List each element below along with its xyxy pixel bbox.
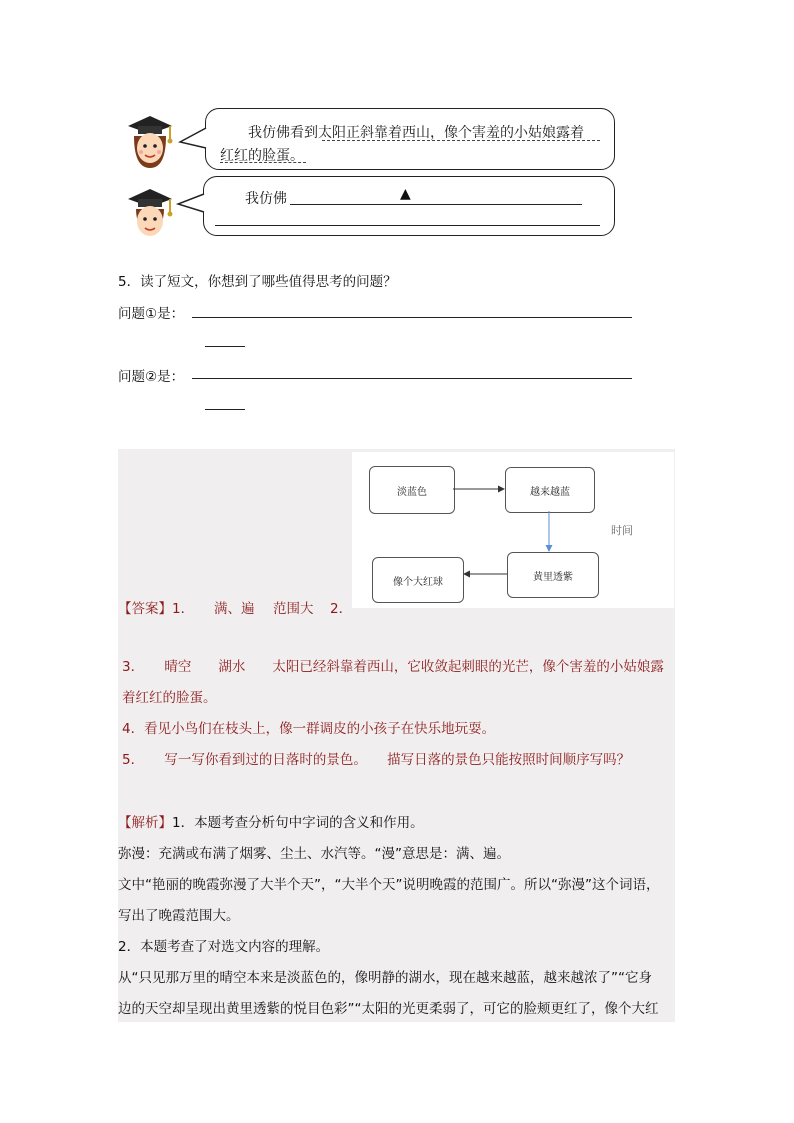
flowchart-box-1: 淡蓝色 (369, 466, 455, 514)
flowchart-time-label: 时间 (611, 524, 633, 537)
answer-line[interactable] (290, 204, 582, 205)
answer-line[interactable] (215, 225, 600, 226)
question-2-answer-line-2[interactable] (205, 409, 245, 410)
answer-4: 4．看见小鸟们在枝头上，像一群调皮的小孩子在快乐地玩耍。 (122, 721, 496, 737)
answer-1-number: 1． (172, 601, 195, 617)
answer-tag: 【答案】 (118, 601, 172, 617)
bubble-tail-1 (178, 124, 208, 154)
analysis-line-1: 1．本题考查分析句中字词的含义和作用。 (172, 815, 424, 831)
analysis-line-2: 弥漫：充满或布满了烟雾、尘土、水汽等。“漫”意思是：满、遍。 (118, 846, 510, 862)
flowchart-box-3: 黄里透紫 (507, 552, 599, 598)
analysis-line-5: 2．本题考查了对选文内容的理解。 (118, 939, 330, 955)
question-5-title: 5．读了短文，你想到了哪些值得思考的问题？ (118, 274, 397, 290)
answer-3: 3． 晴空 湖水 太阳已经斜靠着西山，它收敛起刺眼的光芒，像个害羞的小姑娘露 (122, 659, 664, 675)
flowchart-arrows (352, 452, 674, 608)
flowchart-box-2: 越来越蓝 (505, 467, 595, 513)
answer-3-cont: 着红红的脸蛋。 (122, 690, 217, 706)
bubble2-prefix: 我仿佛 (245, 191, 287, 207)
question-2-answer-line[interactable] (192, 378, 632, 379)
analysis-line-4: 写出了晚霞范围大。 (118, 908, 240, 924)
student-avatar-icon (124, 185, 176, 245)
answer-5: 5． 写一写你看到过的日落时的景色。 描写日落的景色只能按照时间顺序写吗？ (122, 752, 631, 768)
question-1-label: 问题①是： (118, 306, 185, 322)
question-1-answer-line-2[interactable] (205, 346, 245, 347)
student-avatar-icon (124, 112, 176, 172)
analysis-tag: 【解析】 (118, 815, 172, 831)
analysis-line-3: 文中“艳丽的晚霞弥漫了大半个天”，“大半个天”说明晚霞的范围广。所以“弥漫”这个词语， (118, 877, 660, 893)
triangle-marker-icon: ▲ (400, 186, 411, 202)
bubble1-line1: 我仿佛看到太阳正斜靠着西山，像个害羞的小姑娘露着 (248, 125, 584, 141)
answer-1-b: 范围大 (273, 601, 314, 617)
flowchart-box-4: 像个大红球 (372, 557, 464, 603)
question-1-answer-line[interactable] (192, 317, 632, 318)
bubble1-line2: 红红的脸蛋。 (220, 148, 304, 164)
answer-1-a: 满、遍 (214, 601, 255, 617)
question-2-label: 问题②是： (118, 369, 185, 385)
bubble-tail-2 (176, 190, 206, 220)
answer-2-number: 2． (330, 601, 353, 617)
analysis-line-7: 边的天空却呈现出黄里透紫的悦目色彩”“太阳的光更柔弱了，可它的脸颊更红了，像个大红 (118, 1001, 659, 1017)
analysis-line-6: 从“只见那万里的晴空本来是淡蓝色的，像明静的湖水，现在越来越蓝，越来越浓了”“它身 (118, 970, 652, 986)
